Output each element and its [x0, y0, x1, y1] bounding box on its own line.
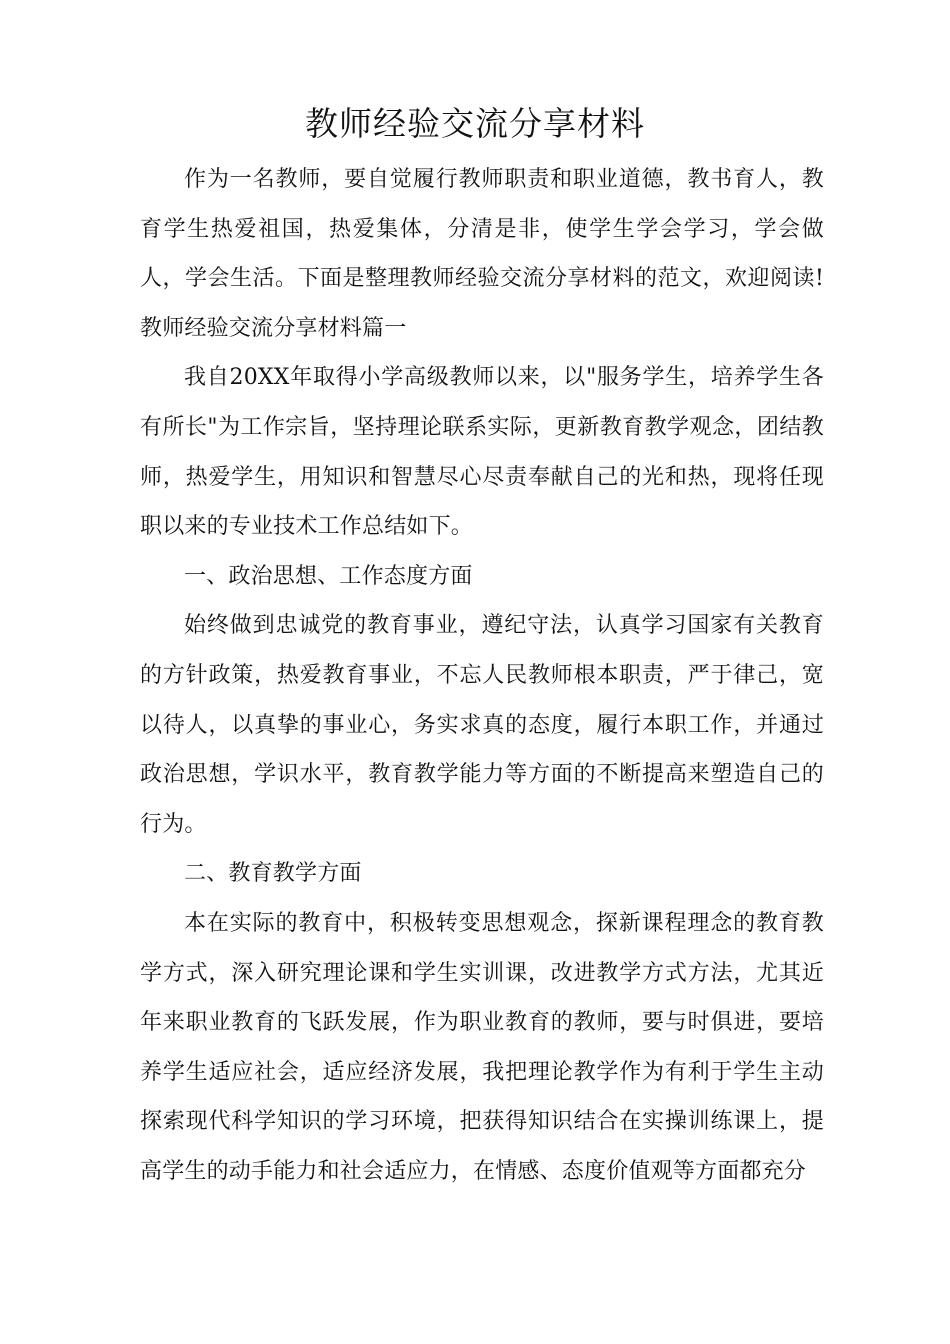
document-body [140, 155, 824, 1196]
paragraph-intro: 作为一名教师，要自觉履行教师职责和职业道德，教书育人，教育学生热爱祖国，热爱集体，分清是非，使学生学会学习，学会做人，学会生活。下面是整理教师经验交流分享材料的范文，欢迎阅读!教师经验交流分享材料篇一 [140, 167, 824, 341]
section-heading-political: 一、政治思想、工作态度方面 [184, 563, 473, 589]
paragraph-summary: 我自20XX年取得小学高级教师以来，以"服务学生，培养学生各有所长"为工作宗旨，坚持理论联系实际，更新教育教学观念，团结教师，热爱学生，用知识和智慧尽心尽责奉献自己的光和热，现将任现职以来的专业技术工作总结如下。 [140, 365, 824, 540]
document-title: 教师经验交流分享材料 [305, 104, 645, 143]
paragraph-teaching: 本在实际的教育中，积极转变思想观念，探新课程理念的教育教学方式，深入研究理论课和学生实训课，改进教学方式方法，尤其近年来职业教育的飞跃发展，作为职业教育的教师，要与时俱进，要培养学生适应社会，适应经济发展，我把理论教学作为有利于学生主动探索现代科学知识的学习环境，把获得知识结合在实操训练课上，提高学生的动手能力和社会适应力，在情感、态度价值观等方面都充分 [140, 910, 824, 1184]
paragraph-political: 始终做到忠诚党的教育事业，遵纪守法，认真学习国家有关教育的方针政策，热爱教育事业，不忘人民教师根本职责，严于律己，宽以待人，以真挚的事业心，务实求真的态度，履行本职工作，并通过政治思想，学识水平，教育教学能力等方面的不断提高来塑造自己的行为。 [140, 613, 824, 837]
section-heading-teaching: 二、教育教学方面 [184, 861, 362, 887]
